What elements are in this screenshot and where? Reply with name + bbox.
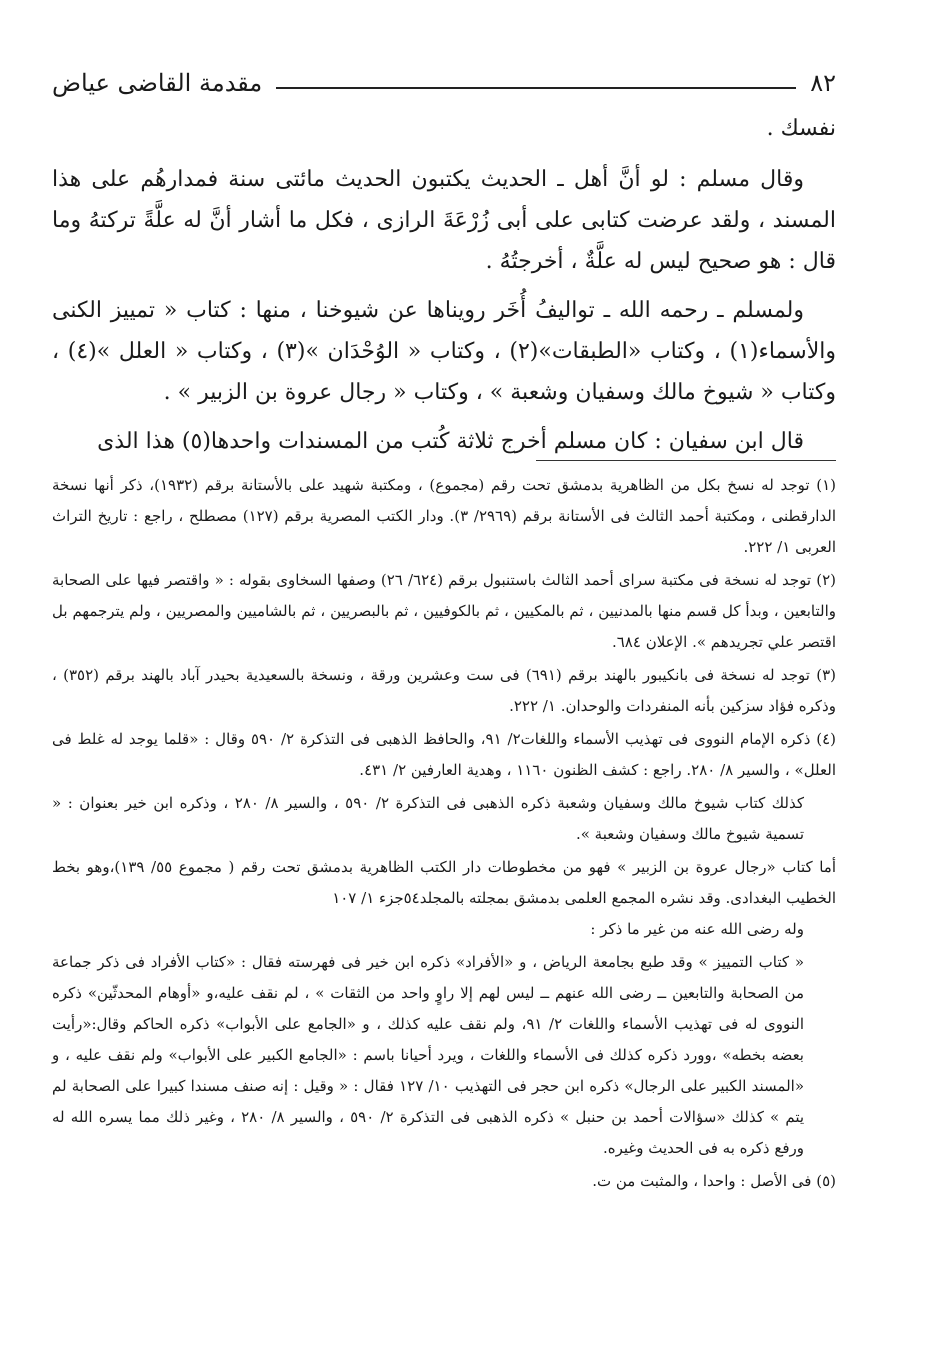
footnote-text: (٥) فى الأصل : واحدا ، والمثبت من ت. (592, 1172, 836, 1190)
page-number: ٨٢ (810, 69, 836, 97)
footnote-5 (52, 1166, 836, 1197)
footnote-text: (١) توجد له نسخ بكل من الظاهرية بدمشق تحت رقم (مجموع) ، ومكتبة شهيد على بالأستانة برقم (١٩٣٢)، ذكر أنها نسخة الدارقطنى ، ومكتبة أحمد الثالث فى الأستانة برقم (٢٩٦٩/ ٣). ودار الكتب المصرية برقم (١٢٧) مصطلح ، راجع : تاريخ التراث العربى ١/ ٢٢٢. (52, 476, 836, 556)
footnote-text: (٣) توجد له نسخة فى بانكيبور بالهند برقم (٦٩١) فى ست وعشرين ورقة ، ونسخة بالسعيدية بحيدر آباد بالهند برقم (٣٥٢) ، وذكره فؤاد سزكين بأنه المنفردات والوحدان. ١/ ٢٢٢. (52, 666, 837, 715)
footnotes (52, 470, 836, 1199)
paragraph-continuation: نفسك . (766, 116, 836, 141)
footnote-text: (٢) توجد له نسخة فى مكتبة سراى أحمد الثالث باستنبول برقم (٦٢٤/ ٢٦) وصفها السخاوى بقوله : « واقتصر فيها على الصحابة والتابعين ، وبدأ كل قسم منها بالمدنيين ، ثم بالمكيين ، ثم بالكوفيين ، ثم بالبصريين ، ثم بالشاميين والمصريين ، ولم يترجمهم بل اقتصر علي تجريدهم ». الإعلان ٦٨٤. (52, 571, 836, 651)
footnote-separator (536, 460, 836, 461)
paragraph: قال ابن سفيان : كان مسلم أخرج ثلاثة كُتب من المسندات واحدها(٥) هذا الذى (97, 429, 804, 454)
footnote-text: « كتاب التمييز » وقد طبع بجامعة الرياض ، و «الأفراد» ذكره ابن خير فى فهرسته فقال : «كتاب الأفراد فى ذكر جماعة من الصحابة والتابعين ــ رضى الله عنهم ــ ليس لهم إلا راوٍ واحد من الثقات » ، لم نقف عليه،و «أوهام المحدثّين» ذكره النووى له فى تهذيب الأسماء واللغات ٢/ ٩١، ولم نقف عليه كذلك ، و «الجامع على الأبواب» ذكره الحاكم وقال:«رأيت بعضه بخطه» ،وورد ذكره كذلك فى الأسماء واللغات ، ويرد أحيانا باسم : «الجامع الكبير على الأبواب» ولم نقف عليه ، و «المسند الكبير على الرجال» ذكره ابن حجر فى التهذيب ١٠/ ١٢٧ فقال : « وقيل : إنه صنف مسندا كبيرا على الصحابة لم يتم » كذلك «سؤالات أحمد بن حنبل » ذكره الذهبى فى التذكرة ٢/ ٥٩٠ ، والسير ٨/ ٢٨٠ ، وغير ذلك مما يسره الله له ورفع ذكره به فى الحديث وغيره. (52, 953, 805, 1157)
footnote-text: كذلك كتاب شيوخ مالك وسفيان وشعبة ذكره الذهبى فى التذكرة ٢/ ٥٩٠ ، والسير ٨/ ٢٨٠ ، وذكره ابن خير بعنوان : « تسمية شيوخ مالك وسفيان وشعبة ». (52, 794, 804, 843)
footnote-3 (52, 660, 836, 722)
footnote-1 (52, 470, 836, 563)
header-rule (276, 87, 796, 89)
footnote-text: (٤) ذكره الإمام النووى فى تهذيب الأسماء واللغات٢/ ٩١، والحافظ الذهبى فى التذكرة ٢/ ٥٩٠ وقال : «قلما يوجد له غلط فى العلل» ، والسير ٨/ ٢٨٠. راجع : كشف الظنون ١١٦٠ ، وهدية العارفين ٢/ ٤٣١. (52, 730, 837, 779)
paragraph: وقال مسلم : لو أنَّ أهل ـ الحديث يكتبون الحديث مائتى سنة فمدارهُم على هذا المسند ، ولقد عرضت كتابى على أبى زُرْعَةَ الرازى ، فكل ما أشار أنَّ له علَّةً تركتهُ وما قال : هو صحيح ليس له علَّةٌ ، أخرجتُهُ . (52, 167, 836, 274)
footnote-text: وله رضى الله عنه من غير ما ذكر : (590, 920, 804, 938)
main-text (52, 108, 836, 470)
footnote-text: أما كتاب «رجال عروة بن الزبير » فهو من مخطوطات دار الكتب الظاهرية بدمشق تحت رقم ( مجموع ٥٥/ ١٣٩)،وهو بخط الخطيب البغدادى. وقد نشره المجمع العلمى بدمشق بمجلته بالمجلد٥٤جزء ١/ ١٠٧ (52, 858, 836, 907)
footnote-4 (52, 724, 836, 1164)
header-title: مقدمة القاضى عياض (52, 69, 263, 97)
running-header (52, 58, 836, 98)
footnote-2 (52, 565, 836, 658)
paragraph: ولمسلم ـ رحمه الله ـ تواليفُ أُخَر رويناها عن شيوخنا ، منها : كتاب « تمييز الكنى والأسماء(١) ، وكتاب «الطبقات»(٢) ، وكتاب « الوُحْدَان »(٣) ، وكتاب « العلل »(٤) ، وكتاب « شيوخ مالك وسفيان وشعبة » ، وكتاب « رجال عروة بن الزبير » . (52, 298, 836, 405)
